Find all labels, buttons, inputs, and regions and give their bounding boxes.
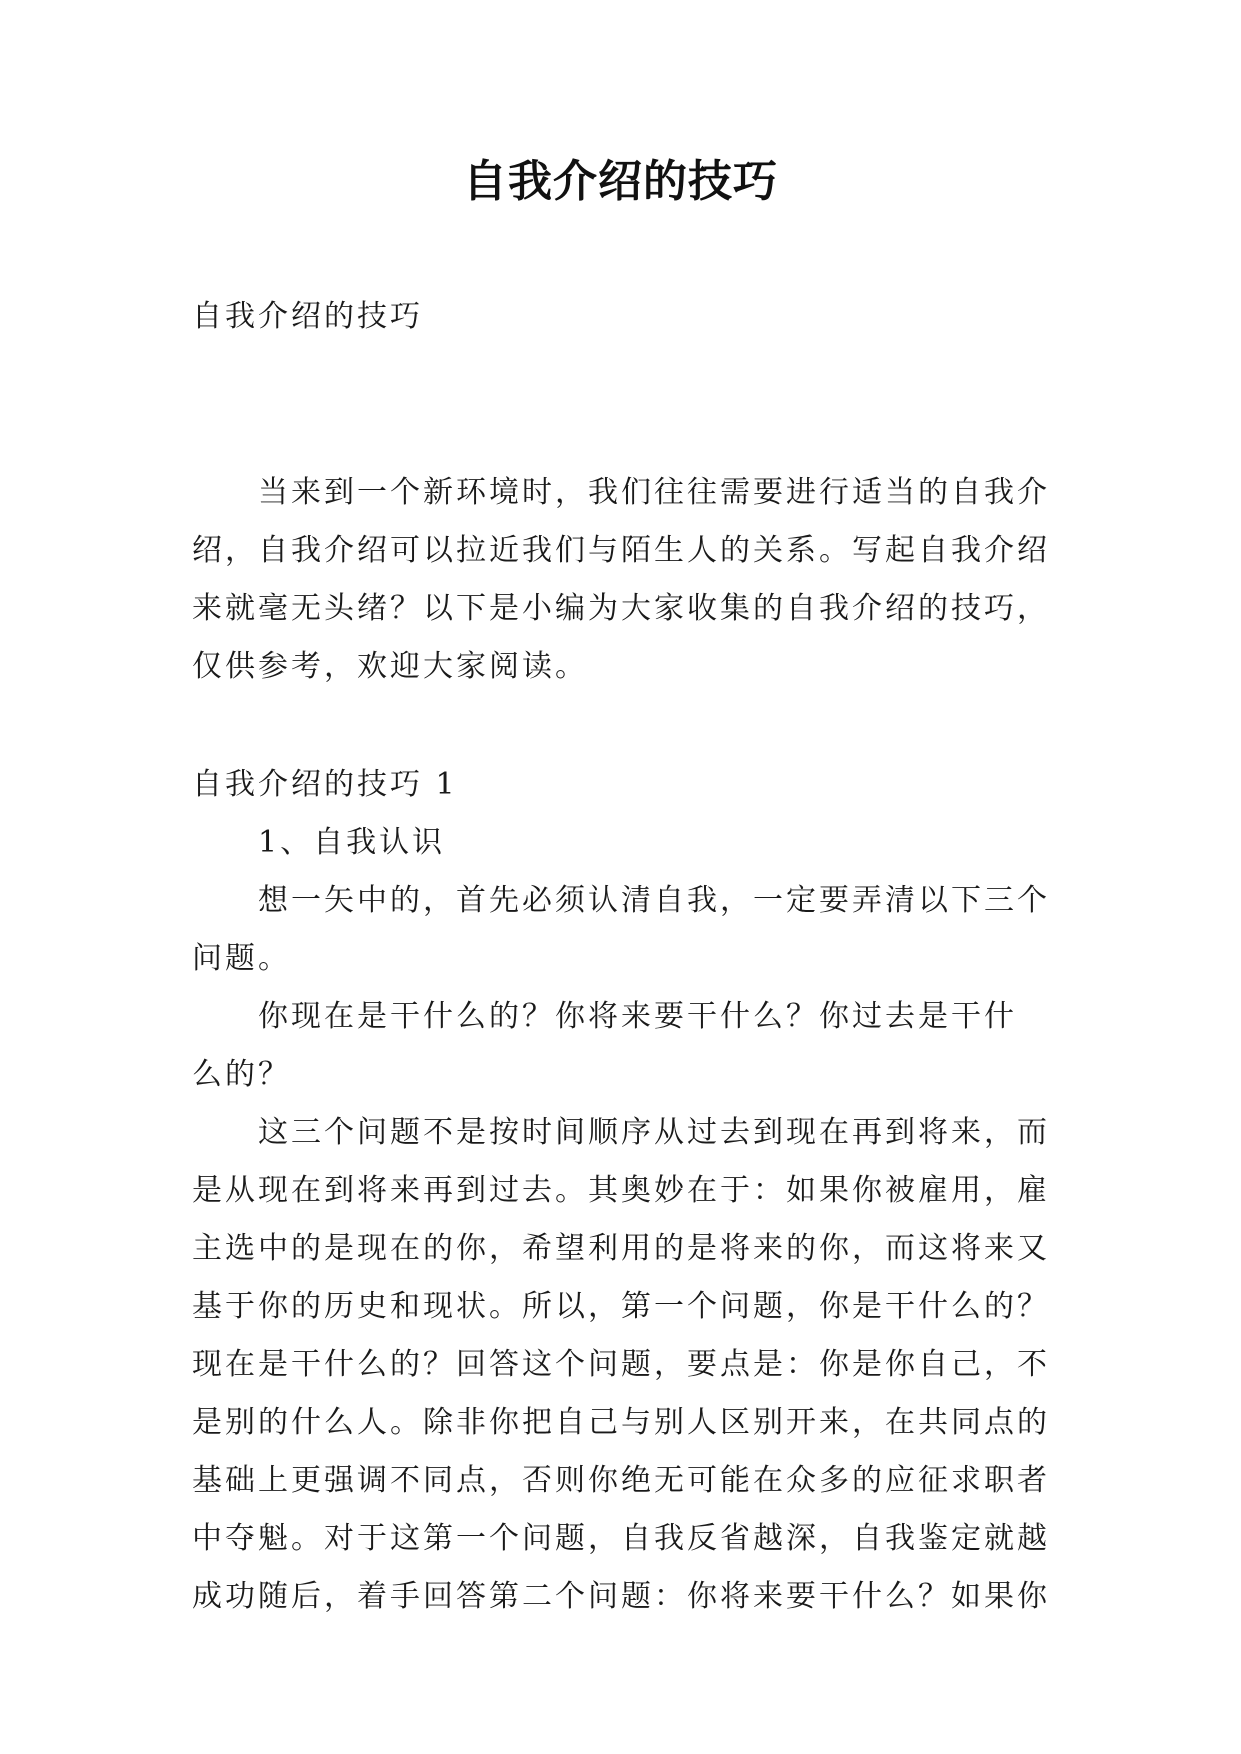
point-heading: 1、自我认识 [192,825,446,860]
body-line: 是从现在到将来再到过去。其奥妙在于：如果你被雇用，雇 [192,1173,1050,1208]
body-line: 基础上更强调不同点，否则你绝无可能在众多的应征求职者 [192,1463,1050,1498]
intro-paragraph [192,464,1064,696]
intro-line: 绍，自我介绍可以拉近我们与陌生人的关系。写起自我介绍 [192,533,1050,568]
body-line: 么的？ [192,1057,291,1092]
body-line: 现在是干什么的？回答这个问题，要点是：你是你自己，不 [192,1347,1050,1382]
body-line: 成功随后，着手回答第二个问题：你将来要干什么？如果你 [192,1579,1050,1614]
intro-line: 当来到一个新环境时，我们往往需要进行适当的自我介 [192,475,1050,510]
section-heading: 自我介绍的技巧 1 [192,767,458,802]
body-line: 中夺魁。对于这第一个问题，自我反省越深，自我鉴定就越 [192,1521,1050,1556]
paragraph-spacer [192,696,1064,756]
document-title: 自我介绍的技巧 [463,156,778,207]
intro-line: 仅供参考，欢迎大家阅读。 [192,649,588,684]
body-line: 基于你的历史和现状。所以，第一个问题，你是干什么的？ [192,1289,1050,1324]
document-body [192,288,1064,1626]
document-subtitle: 自我介绍的技巧 [192,299,423,334]
intro-line: 来就毫无头绪？以下是小编为大家收集的自我介绍的技巧， [192,591,1050,626]
body-text [192,872,1064,1626]
body-line: 主选中的是现在的你，希望利用的是将来的你，而这将来又 [192,1231,1050,1266]
body-line: 你现在是干什么的？你将来要干什么？你过去是干什 [192,999,1017,1034]
body-line: 这三个问题不是按时间顺序从过去到现在再到将来，而 [192,1115,1050,1150]
body-line: 问题。 [192,941,291,976]
body-line: 想一矢中的，首先必须认清自我，一定要弄清以下三个 [192,883,1050,918]
body-line: 是别的什么人。除非你把自己与别人区别开来，在共同点的 [192,1405,1050,1440]
paragraph-spacer [192,346,1064,464]
